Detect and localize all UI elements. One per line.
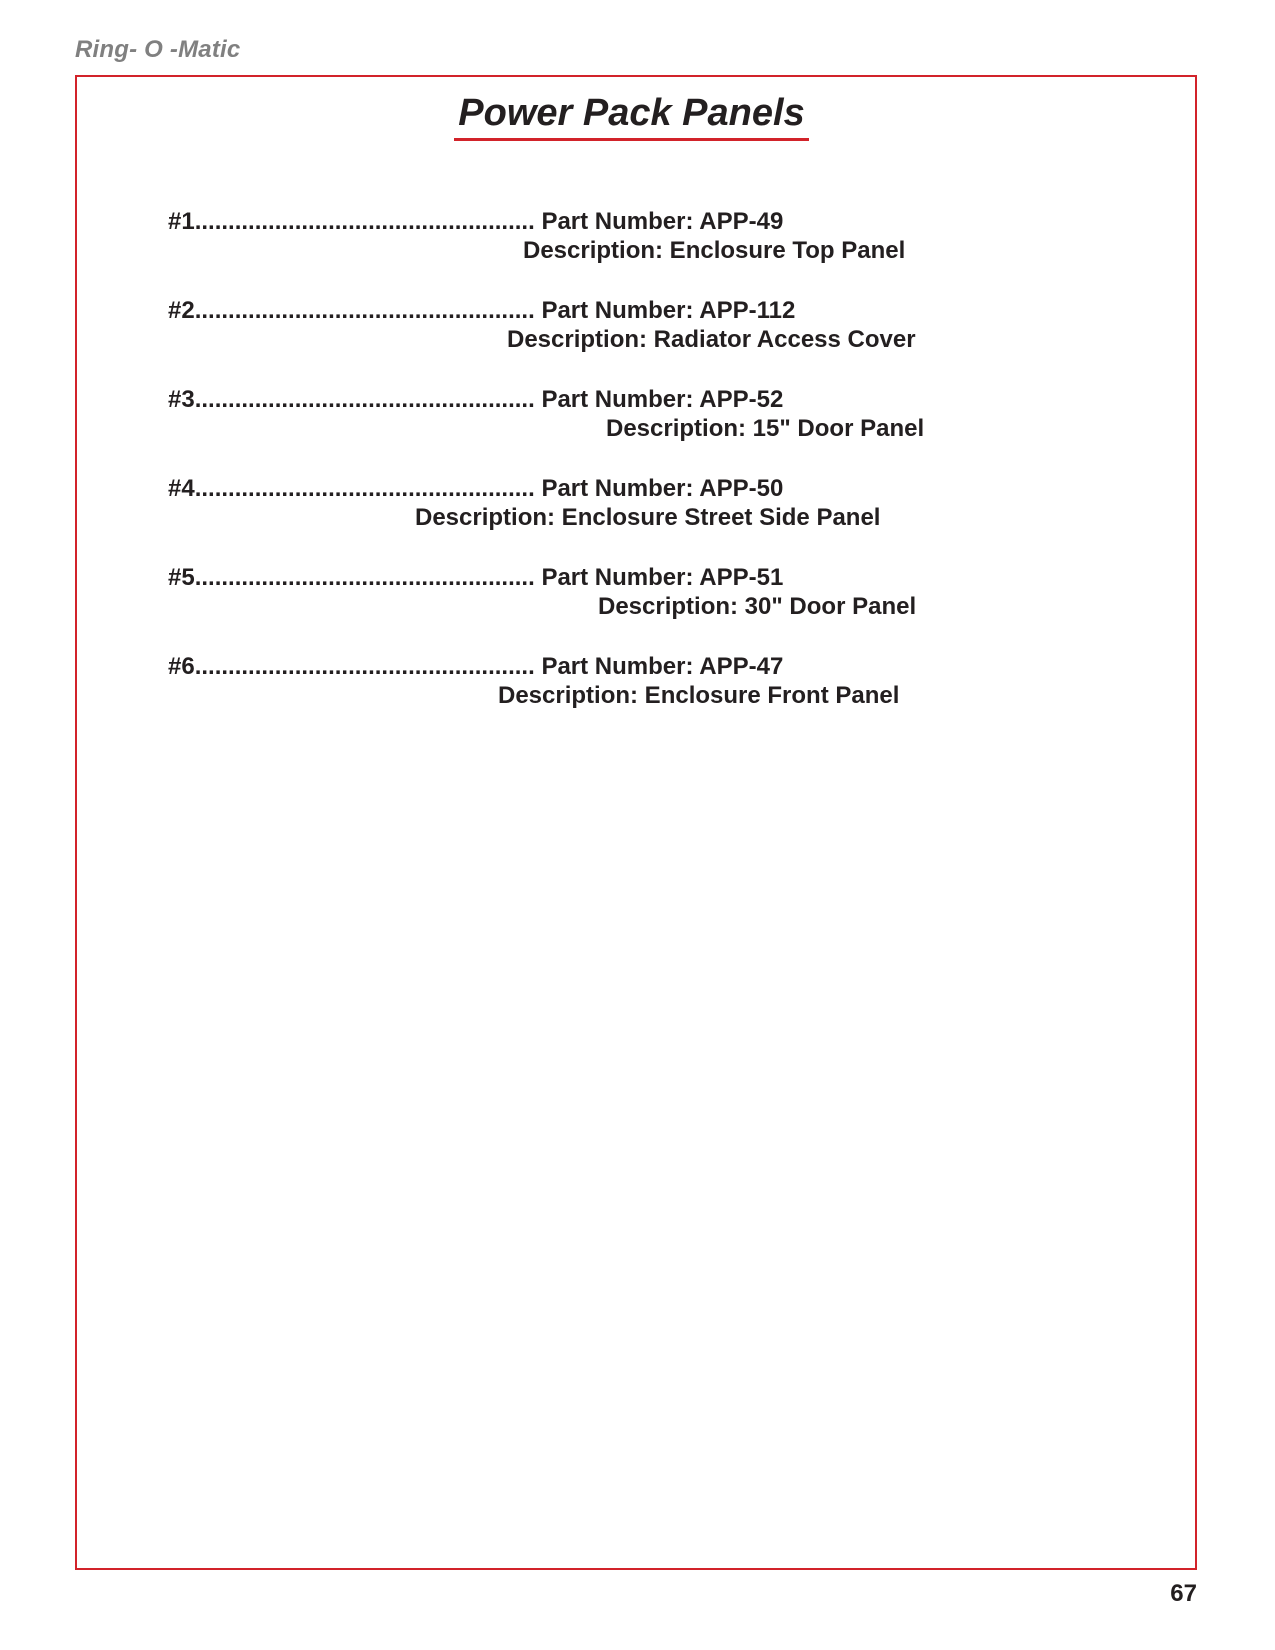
leader-dots: ................................................... <box>194 475 535 502</box>
part-number-line <box>168 297 795 325</box>
part-number-line <box>168 564 783 592</box>
leader-dots: ................................................... <box>194 564 535 591</box>
title-container <box>0 92 1275 141</box>
part-number: Part Number: APP-51 <box>541 564 784 591</box>
part-number-line <box>168 208 783 236</box>
part-description: Description: Enclosure Top Panel <box>523 237 906 264</box>
part-description: Description: Enclosure Street Side Panel <box>415 504 881 531</box>
part-index: #3 <box>168 386 195 413</box>
leader-dots: ................................................... <box>194 208 535 235</box>
part-index: #4 <box>168 475 195 502</box>
brand-header: Ring- O -Matic <box>75 36 241 63</box>
part-number-line <box>168 475 783 503</box>
part-description: Description: 15" Door Panel <box>606 415 925 442</box>
leader-dots: ................................................... <box>194 297 535 324</box>
part-number: Part Number: APP-50 <box>541 475 784 502</box>
part-number: Part Number: APP-112 <box>541 297 796 324</box>
part-number-line <box>168 386 783 414</box>
part-description: Description: 30" Door Panel <box>598 593 917 620</box>
page-title: Power Pack Panels <box>454 92 808 141</box>
part-index: #1 <box>168 208 195 235</box>
part-description: Description: Radiator Access Cover <box>507 326 916 353</box>
leader-dots: ................................................... <box>194 653 535 680</box>
part-description: Description: Enclosure Front Panel <box>498 682 900 709</box>
part-number-line <box>168 653 783 681</box>
part-number: Part Number: APP-49 <box>541 208 784 235</box>
part-number: Part Number: APP-47 <box>541 653 784 680</box>
part-number: Part Number: APP-52 <box>541 386 784 413</box>
part-index: #5 <box>168 564 195 591</box>
part-index: #2 <box>168 297 195 324</box>
page-number: 67 <box>1170 1580 1197 1607</box>
leader-dots: ................................................... <box>194 386 535 413</box>
part-index: #6 <box>168 653 195 680</box>
